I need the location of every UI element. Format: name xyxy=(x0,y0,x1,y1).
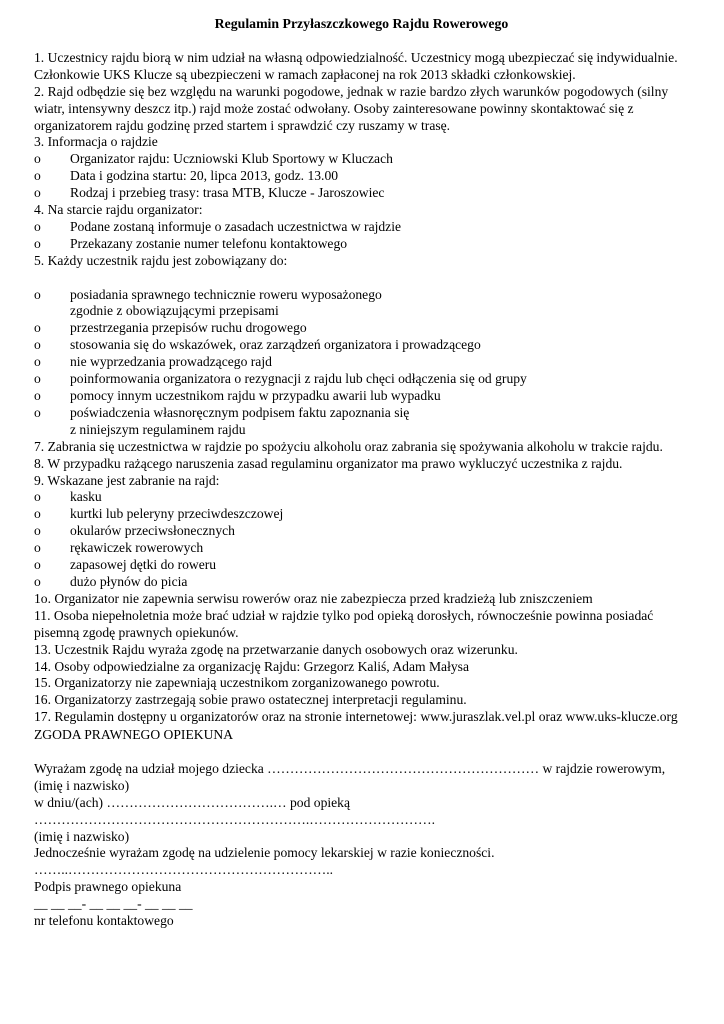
info-item-text: Organizator rajdu: Uczniowski Klub Sportowy w Kluczach xyxy=(70,151,393,167)
bullet-mark: o xyxy=(34,354,41,370)
bring-item xyxy=(34,523,689,540)
rule-11: 11. Osoba niepełnoletnia może brać udział w rajdzie tylko pod opieką dorosłych, równocześnie powinna posiadać pisemną zgodę prawnych opiekunów. xyxy=(34,607,654,640)
bullet-mark: o xyxy=(34,540,41,556)
bullet-mark: o xyxy=(34,506,41,522)
rule-4: 4. Na starcie rajdu organizator: xyxy=(34,202,203,218)
info-item xyxy=(34,168,689,185)
bullet-mark: o xyxy=(34,337,41,353)
duty-item-text: poinformowania organizatora o rezygnacji z rajdu lub chęci odłączenia się od grupy xyxy=(70,371,527,387)
start-item xyxy=(34,219,689,236)
bring-item xyxy=(34,506,689,523)
duty-item xyxy=(34,405,689,422)
bring-item-text: rękawiczek rowerowych xyxy=(70,540,204,556)
consent-heading: ZGODA PRAWNEGO OPIEKUNA xyxy=(34,727,234,743)
bullet-mark: o xyxy=(34,523,41,539)
start-item-text: Podane zostaną informuje o zasadach uczestnictwa w rajdzie xyxy=(70,218,402,234)
signature-caption: Podpis prawnego opiekuna xyxy=(34,879,182,895)
duty-item-text: nie wyprzedzania prowadzącego rajd xyxy=(70,354,272,370)
rule-17: 17. Regulamin dostępny u organizatorów oraz na stronie internetowej: www.juraszlak.vel.pl oraz www.uks-klucze.org xyxy=(34,709,678,725)
bullet-mark: o xyxy=(34,371,41,387)
rule-5: 5. Każdy uczestnik rajdu jest zobowiązany do: xyxy=(34,252,288,268)
signature-line: ……..………………………………………………….. xyxy=(34,862,334,878)
consent-name-caption: (imię i nazwisko) xyxy=(34,777,130,793)
duty-item-continuation: zgodnie z obowiązującymi przepisami xyxy=(70,303,279,319)
rule-2: 2. Rajd odbędzie się bez względu na warunki pogodowe, jednak w razie bardzo złych warunków pogodowych (silny wiatr, intensywny deszcz itp.) rajd może zostać odwołany. Osoby zainteresowane powinny skontaktować się z organizatorem rajdu godzinę przed startem i sprawdzić czy ruszamy w trasę. xyxy=(34,83,669,133)
bullet-mark: o xyxy=(34,489,41,505)
rule-15: 15. Organizatorzy nie zapewniają uczestnikom zorganizowanego powrotu. xyxy=(34,675,440,691)
bullet-mark: o xyxy=(34,185,41,201)
rule-10: 1o. Organizator nie zapewnia serwisu rowerów oraz nie zabezpiecza przed kradzieżą lub zniszczeniem xyxy=(34,590,593,606)
rule-9: 9. Wskazane jest zabranie na rajd: xyxy=(34,472,220,488)
bullet-mark: o xyxy=(34,235,41,251)
bullet-mark: o xyxy=(34,151,41,167)
bullet-mark: o xyxy=(34,320,41,336)
rule-7: 7. Zabrania się uczestnictwa w rajdzie po spożyciu alkoholu oraz zabrania się spożywania alkoholu w trakcie rajdu. xyxy=(34,438,663,454)
consent-date-line: w dniu/(ach) ……………………………….… pod opieką xyxy=(34,794,351,810)
bring-item-text: dużo płynów do picia xyxy=(70,573,188,589)
duty-item-text: posiadania sprawnego technicznie roweru wyposażonego xyxy=(70,286,382,302)
bullet-mark: o xyxy=(34,557,41,573)
bullet-mark: o xyxy=(34,573,41,589)
duty-item-text: pomocy innym uczestnikom rajdu w przypadku awarii lub wypadku xyxy=(70,388,441,404)
rule-8: 8. W przypadku rażącego naruszenia zasad regulaminu organizator ma prawo wykluczyć uczestnika z rajdu. xyxy=(34,455,623,471)
phone-line: __ __ __- __ __ __- __ __ __ xyxy=(34,896,193,912)
start-item-text: Przekazany zostanie numer telefonu kontaktowego xyxy=(70,235,348,251)
consent-child-line: Wyrażam zgodę na udział mojego dziecka …………………………………………………… w rajdzie rowerowym, xyxy=(34,760,666,776)
info-item xyxy=(34,151,689,168)
duty-item-continuation: z niniejszym regulaminem rajdu xyxy=(70,421,246,437)
rule-3: 3. Informacja o rajdzie xyxy=(34,134,158,150)
consent-guardian-line: …………………………………………………….………………………. xyxy=(34,811,436,827)
bullet-mark: o xyxy=(34,168,41,184)
duty-item-text: stosowania się do wskazówek, oraz zarządzeń organizatora i prowadzącego xyxy=(70,337,481,353)
duty-item xyxy=(34,354,689,371)
bring-item xyxy=(34,574,689,591)
info-item-text: Rodzaj i przebieg trasy: trasa MTB, Klucze - Jaroszowiec xyxy=(70,185,385,201)
rule-16: 16. Organizatorzy zastrzegają sobie prawo ostatecznej interpretacji regulaminu. xyxy=(34,692,467,708)
phone-caption: nr telefonu kontaktowego xyxy=(34,913,174,929)
duty-item-text: poświadczenia własnoręcznym podpisem faktu zapoznania się xyxy=(70,404,410,420)
bring-item-text: zapasowej dętki do roweru xyxy=(70,557,217,573)
info-item-text: Data i godzina startu: 20, lipca 2013, godz. 13.00 xyxy=(70,168,339,184)
bring-item-text: okularów przeciwsłonecznych xyxy=(70,523,235,539)
bring-item-text: kasku xyxy=(70,489,102,505)
spacer xyxy=(34,270,689,287)
duty-item xyxy=(34,388,689,405)
document-title: Regulamin Przyłaszczkowego Rajdu Rowerowego xyxy=(214,16,509,31)
duty-item-text: przestrzegania przepisów ruchu drogowego xyxy=(70,320,307,336)
rule-13: 13. Uczestnik Rajdu wyraża zgodę na przetwarzanie danych osobowych oraz wizerunku. xyxy=(34,641,518,657)
duty-item xyxy=(34,320,689,337)
rule-14: 14. Osoby odpowiedzialne za organizację Rajdu: Grzegorz Kaliś, Adam Małysa xyxy=(34,658,469,674)
spacer xyxy=(34,744,689,761)
bring-item xyxy=(34,540,689,557)
duty-item xyxy=(34,287,689,304)
consent-medical-line: Jednocześnie wyrażam zgodę na udzielenie pomocy lekarskiej w razie konieczności. xyxy=(34,845,495,861)
bullet-mark: o xyxy=(34,286,41,302)
bullet-mark: o xyxy=(34,404,41,420)
info-item xyxy=(34,185,689,202)
bring-item xyxy=(34,489,689,506)
bring-item-text: kurtki lub peleryny przeciwdeszczowej xyxy=(70,506,284,522)
start-item xyxy=(34,236,689,253)
bring-item xyxy=(34,557,689,574)
consent-name-caption: (imię i nazwisko) xyxy=(34,828,130,844)
duty-item xyxy=(34,371,689,388)
duty-item xyxy=(34,337,689,354)
rule-1: 1. Uczestnicy rajdu biorą w nim udział na własną odpowiedzialność. Uczestnicy mogą ubezpieczać się indywidualnie. Członkowie UKS Klucze są ubezpieczeni w ramach zapłaconej na rok 2013 składki członkowskiej. xyxy=(34,49,678,82)
bullet-mark: o xyxy=(34,218,41,234)
bullet-mark: o xyxy=(34,388,41,404)
